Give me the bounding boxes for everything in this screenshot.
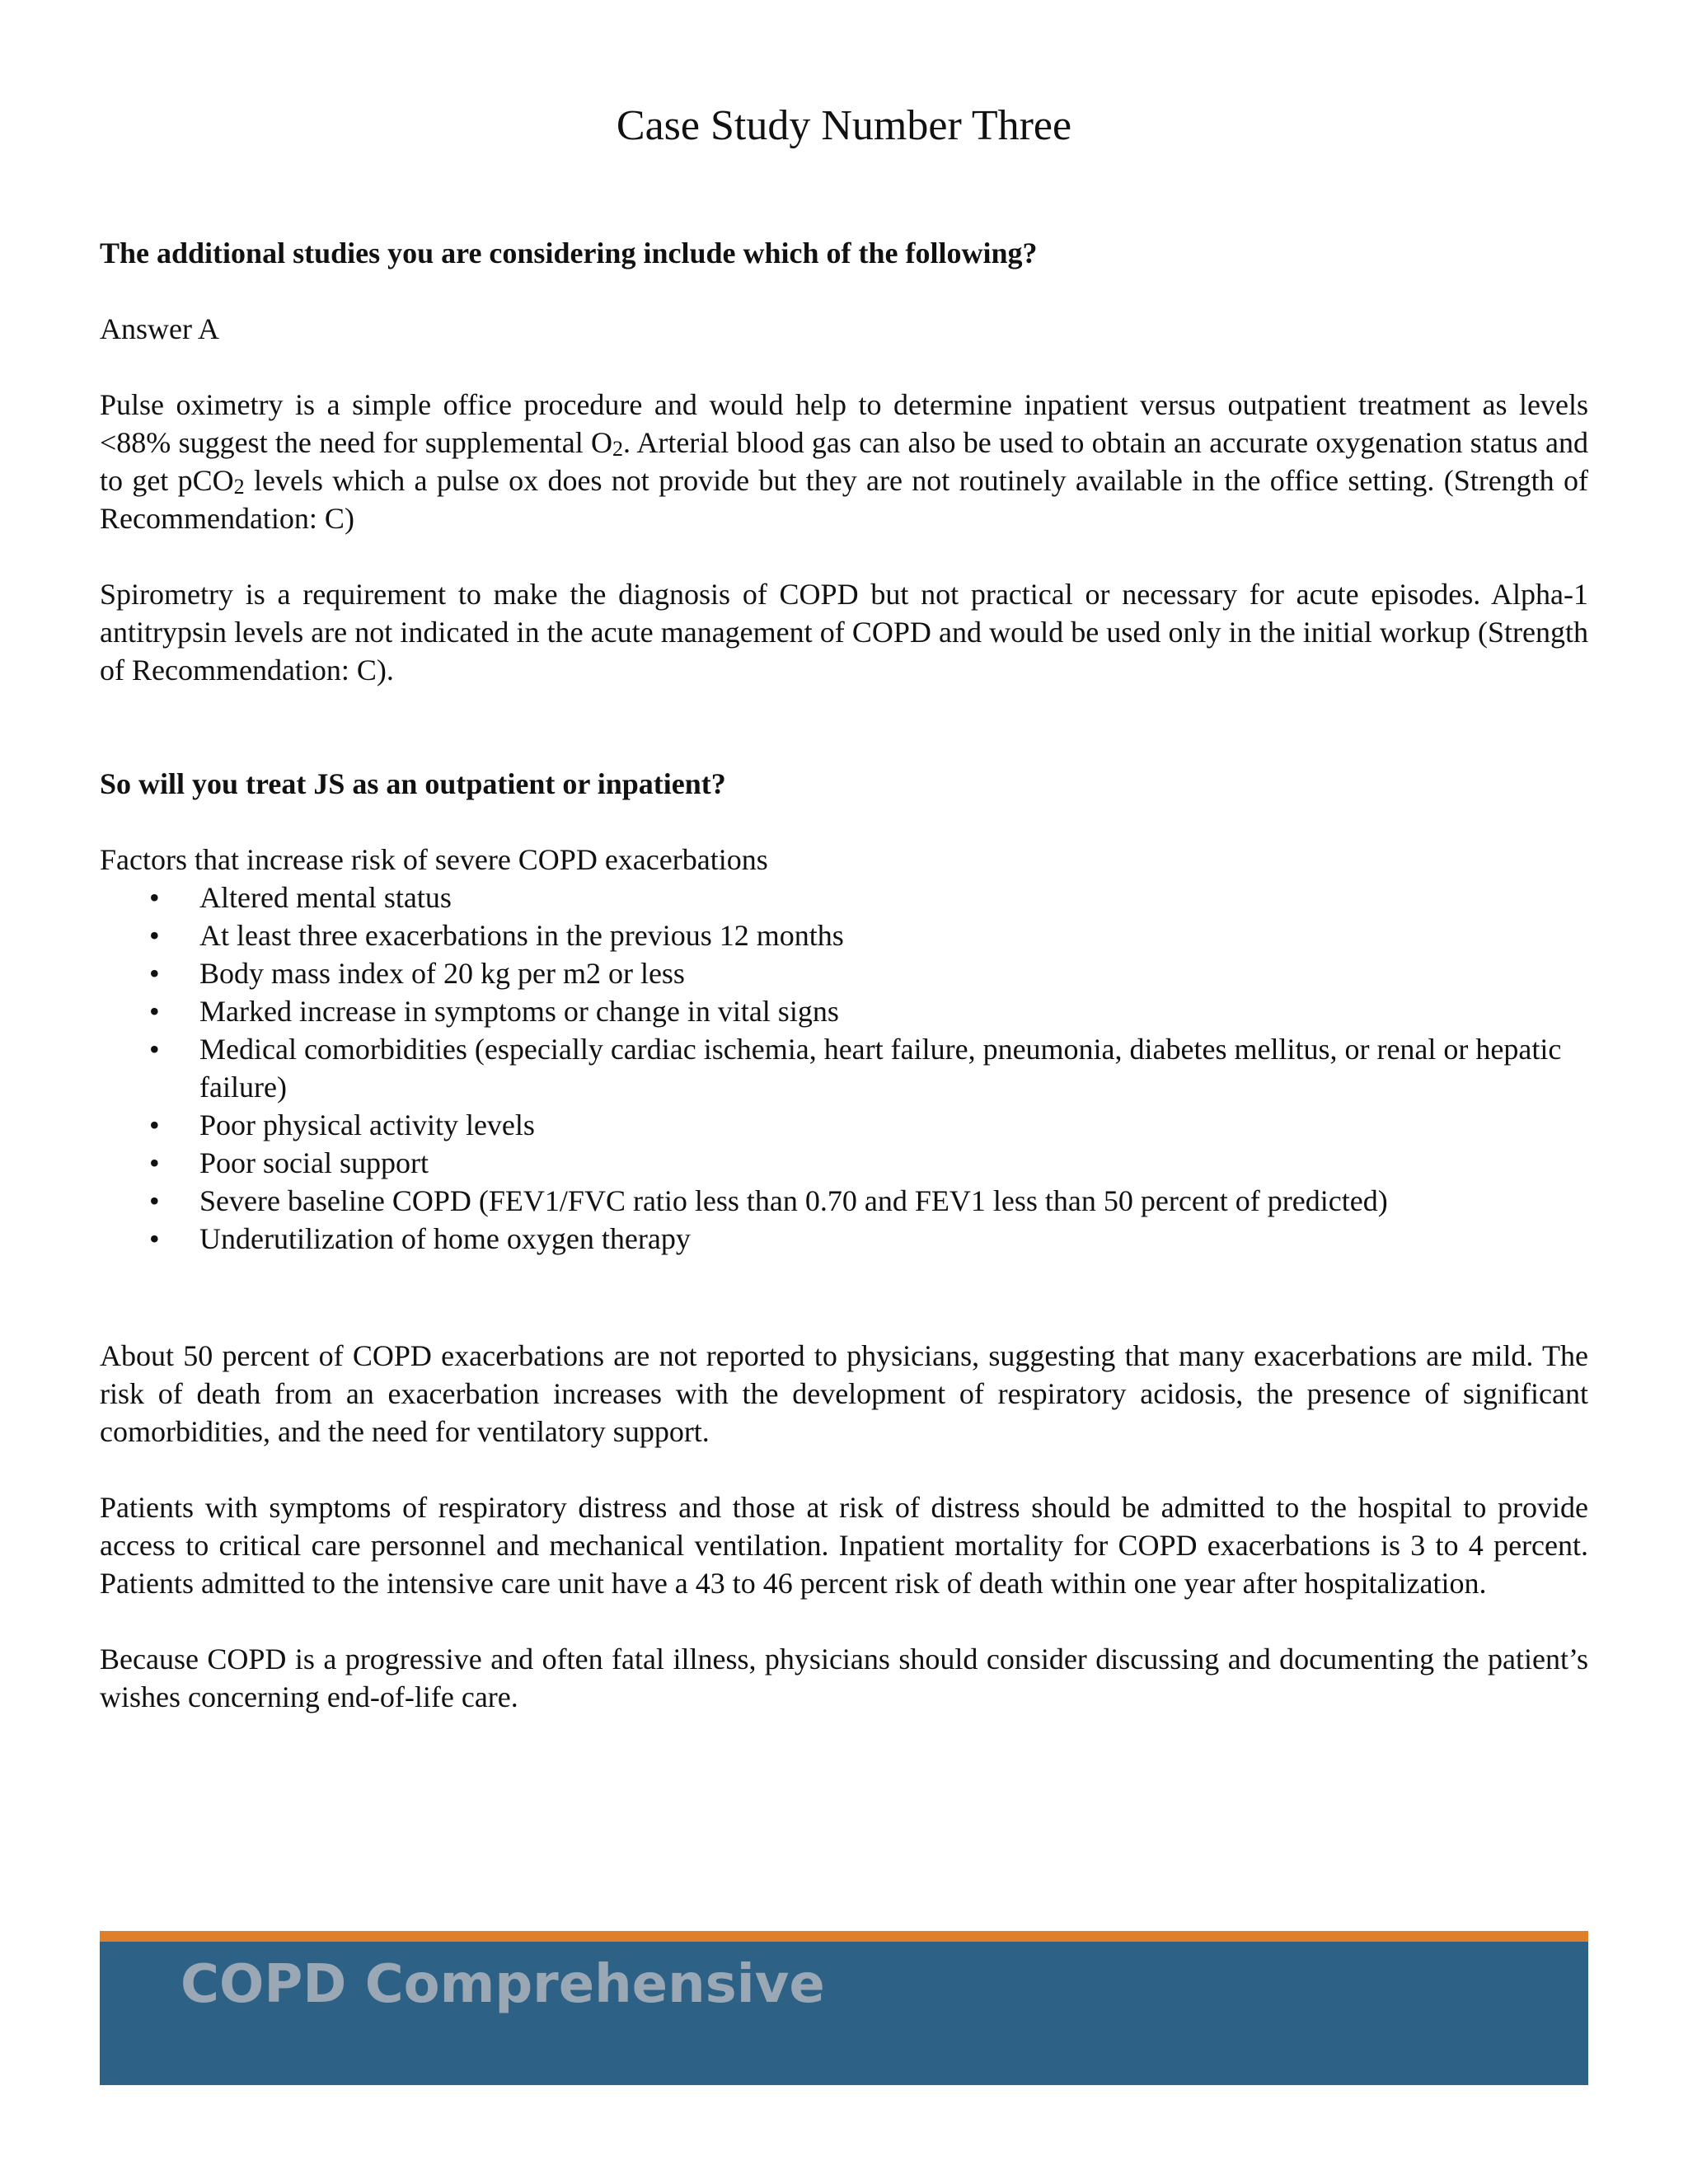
risk-factor-text: At least three exacerbations in the previous 12 months xyxy=(199,919,844,952)
document-body xyxy=(100,234,1588,1716)
spirometry-paragraph: Spirometry is a requirement to make the diagnosis of COPD but not practical or necessary for acute episodes. Alpha-1 antitrypsin levels are not indicated in the acute management of COPD and would be used only in the initial workup (Strength of Recommendation: C). xyxy=(100,578,1588,687)
question-2: So will you treat JS as an outpatient or inpatient? xyxy=(100,767,726,800)
risk-factor-text: Marked increase in symptoms or change in vital signs xyxy=(199,995,839,1028)
bullet-icon: • xyxy=(149,1222,160,1255)
risk-factor-item xyxy=(100,954,1588,992)
risk-factor-list xyxy=(100,879,1588,1258)
risk-factor-item xyxy=(100,916,1588,954)
banner-logo-text: COPD Comprehensive xyxy=(181,1954,825,2015)
bullet-icon: • xyxy=(149,957,160,990)
pulse-oximetry-text-1: Pulse oximetry is a simple office procedure and would help to determine inpatient versus outpatient treatment as levels <88% suggest the need for supplemental O xyxy=(100,388,1588,459)
risk-factor-text: Body mass index of 20 kg per m2 or less xyxy=(199,957,685,990)
risk-factor-item xyxy=(100,1106,1588,1144)
risk-factor-text: Medical comorbidities (especially cardiac ischemia, heart failure, pneumonia, diabetes mellitus, or renal or hepatic failure) xyxy=(199,1033,1562,1104)
risk-factor-text: Underutilization of home oxygen therapy xyxy=(199,1222,691,1255)
admission-paragraph: Patients with symptoms of respiratory distress and those at risk of distress should be admitted to the hospital to provide access to critical care personnel and mechanical ventilation. Inpatient mortality for COPD exacerbations is 3 to 4 percent. Patients admitted to the intensive care unit have a 43 to 46 percent risk of death within one year after hospitalization. xyxy=(100,1491,1588,1600)
exacerbation-paragraph: About 50 percent of COPD exacerbations are not reported to physicians, suggesting that many exacerbations are mild. The risk of death from an exacerbation increases with the development of respiratory acidosis, the presence of significant comorbidities, and the need for ventilatory support. xyxy=(100,1339,1588,1448)
risk-factor-item xyxy=(100,879,1588,916)
pulse-oximetry-paragraph xyxy=(100,386,1588,537)
bullet-icon: • xyxy=(149,919,160,952)
bullet-icon: • xyxy=(149,881,160,914)
risk-factor-item xyxy=(100,1220,1588,1258)
banner-orange-stripe xyxy=(100,1931,1588,1942)
question-1: The additional studies you are considering include which of the following? xyxy=(100,237,1038,269)
bullet-icon: • xyxy=(149,995,160,1028)
risk-factor-text: Poor physical activity levels xyxy=(199,1108,535,1141)
risk-factor-item xyxy=(100,992,1588,1030)
risk-factor-text: Poor social support xyxy=(199,1146,429,1179)
subscript-2: 2 xyxy=(612,437,624,461)
answer-line: Answer A xyxy=(100,312,219,345)
pulse-oximetry-text-2: . Arterial blood gas can also be used to obtain an accurate oxygenation status and to get pCO xyxy=(100,426,1588,497)
subscript-2: 2 xyxy=(233,475,245,499)
risk-factor-item xyxy=(100,1144,1588,1182)
bullet-icon: • xyxy=(149,1184,160,1217)
bullet-icon: • xyxy=(149,1033,160,1066)
risk-factor-item xyxy=(100,1030,1588,1106)
bullet-icon: • xyxy=(149,1108,160,1141)
factors-intro: Factors that increase risk of severe COPD exacerbations xyxy=(100,843,768,876)
pulse-oximetry-text-3: levels which a pulse ox does not provide but they are not routinely available in the office setting. (Strength of Recommendation: C) xyxy=(100,464,1588,535)
copd-comprehensive-banner xyxy=(100,1931,1588,2085)
risk-factor-text: Altered mental status xyxy=(199,881,452,914)
end-of-life-paragraph: Because COPD is a progressive and often fatal illness, physicians should consider discussing and documenting the patient’s wishes concerning end-of-life care. xyxy=(100,1643,1588,1713)
risk-factor-item xyxy=(100,1182,1588,1220)
bullet-icon: • xyxy=(149,1146,160,1179)
risk-factor-text: Severe baseline COPD (FEV1/FVC ratio less than 0.70 and FEV1 less than 50 percent of predicted) xyxy=(199,1184,1388,1217)
page-title: Case Study Number Three xyxy=(616,102,1072,149)
banner-blue-body xyxy=(100,1942,1588,2085)
